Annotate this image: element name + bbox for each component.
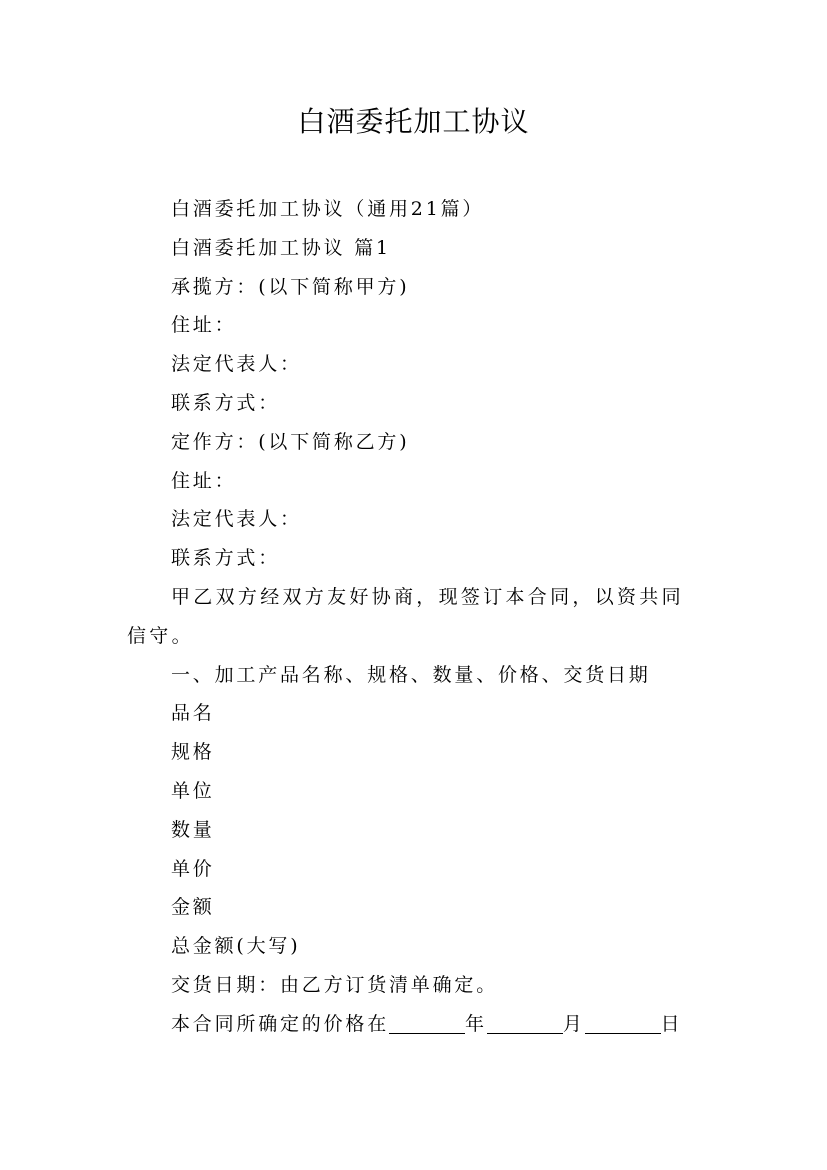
paragraph-product-name: 品名 xyxy=(171,702,215,725)
paragraph-unit: 单位 xyxy=(171,779,215,802)
paragraph-delivery-date: 交货日期：由乙方订货清单确定。 xyxy=(171,973,499,996)
paragraph-party-a-representative: 法定代表人： xyxy=(171,353,302,376)
paragraph-price-validity xyxy=(127,1005,701,1044)
paragraph-party-a: 承揽方：(以下简称甲方) xyxy=(171,275,410,298)
month-blank xyxy=(487,1013,563,1034)
paragraph-party-a-address: 住址： xyxy=(171,314,237,337)
paragraph-party-b-representative: 法定代表人： xyxy=(171,508,302,531)
paragraph-amount: 金额 xyxy=(171,896,215,919)
paragraph-section-heading: 白酒委托加工协议 篇1 xyxy=(171,236,391,259)
paragraph-agreement: 甲乙双方经双方友好协商，现签订本合同，以资共同信守。 xyxy=(127,585,684,647)
paragraph-total-amount: 总金额(大写) xyxy=(171,935,301,958)
day-label: 日 xyxy=(660,1012,683,1035)
paragraph-specification: 规格 xyxy=(171,741,215,764)
paragraph-quantity: 数量 xyxy=(171,818,215,841)
paragraph-party-b-address: 住址： xyxy=(171,469,237,492)
year-blank xyxy=(389,1013,465,1034)
paragraph-party-a-contact: 联系方式： xyxy=(171,391,281,414)
paragraph-unit-price: 单价 xyxy=(171,857,215,880)
paragraph-clause-1-heading: 一、加工产品名称、规格、数量、价格、交货日期 xyxy=(171,663,651,686)
day-blank xyxy=(585,1013,661,1034)
paragraph-subtitle: 白酒委托加工协议（通用21篇） xyxy=(171,198,485,220)
price-validity-prefix: 本合同所确定的价格在 xyxy=(171,1012,390,1035)
document-title: 白酒委托加工协议 xyxy=(297,105,530,138)
document-body xyxy=(127,190,701,1044)
month-label: 月 xyxy=(562,1012,585,1035)
paragraph-party-b: 定作方：(以下简称乙方) xyxy=(171,430,410,453)
paragraph-party-b-contact: 联系方式： xyxy=(171,547,281,570)
year-label: 年 xyxy=(465,1012,487,1035)
